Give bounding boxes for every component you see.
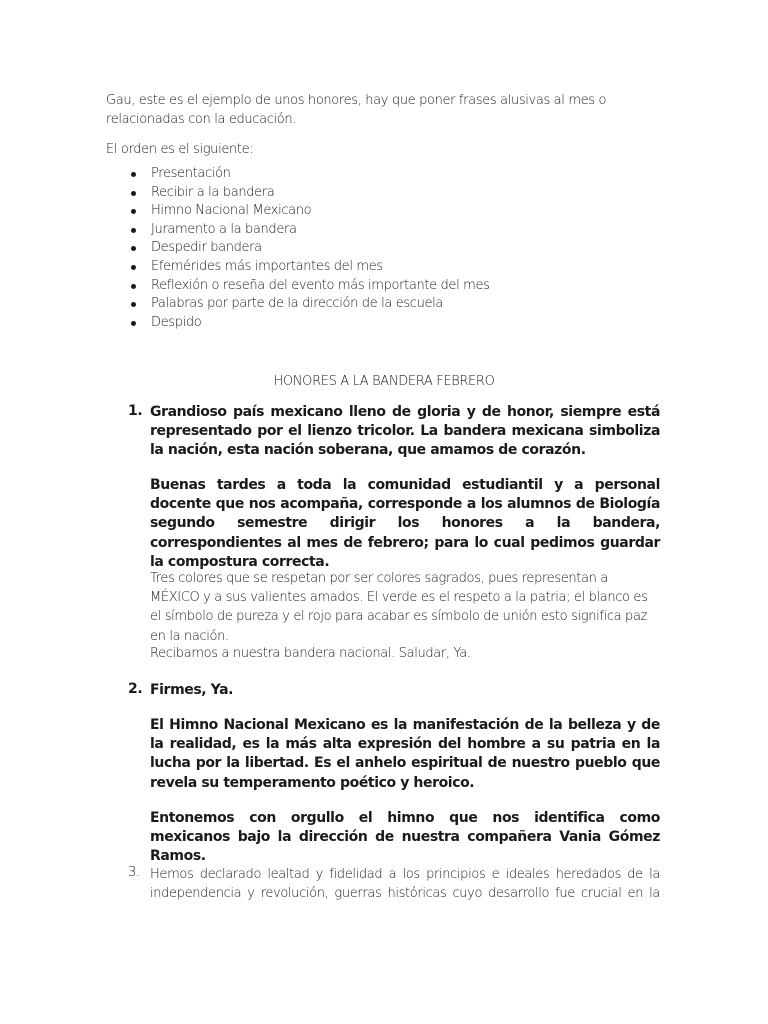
list-item-text: Juramento a la bandera (151, 221, 297, 237)
section-title (0, 372, 768, 392)
list-item (106, 258, 626, 277)
section-2-paragraph-2: El Himno Nacional Mexicano es la manifestación de la belleza y de la realidad, es la más alta expresión del hombre a su patria en la lucha por la libertad. Es el anhelo espiritual de nuestro pueblo que revela su temperamento poético y heroico. (150, 717, 660, 791)
section-3-paragraph-1: Hemos declarado lealtad y fidelidad a los principios e ideales heredados de la independencia y revolución, guerras históricas cuyo desarrollo fue crucial en la (150, 867, 660, 902)
list-item-text: Despedir bandera (151, 240, 262, 256)
section-title-text: HONORES A LA BANDERA FEBRERO (273, 374, 495, 389)
bullet-icon (131, 321, 136, 326)
list-item (106, 165, 626, 184)
section-1-paragraph-2: Buenas tardes a toda la comunidad estudiantil y a personal docente que nos acompaña, corresponde a los alumnos de Biología segundo semestre dirigir los honores a la bandera, correspondientes al mes de febrero; para lo cual pedimos guardar la compostura correcta. (150, 477, 660, 570)
bullet-icon (131, 228, 136, 233)
bullet-icon (131, 246, 136, 251)
list-item (106, 314, 626, 333)
section-1-paragraph-3: Tres colores que se respetan por ser colores sagrados, pues representan a MÉXICO y a sus valientes amados. El verde es el respeto a la patria; el blanco es el símbolo de pureza y el rojo para acabar es símbolo de unión esto significa paz en la nación. (150, 571, 648, 644)
list-item (106, 202, 626, 221)
list-item-text: Himno Nacional Mexicano (151, 203, 312, 219)
section-number: 2. (128, 681, 143, 697)
list-item-text: Presentación (151, 166, 231, 181)
list-item-text: Efemérides más importantes del mes (151, 258, 383, 274)
list-item-text: Palabras por parte de la dirección de la escuela (151, 296, 444, 312)
bullet-icon (131, 284, 136, 289)
list-item-text: Despido (151, 314, 202, 330)
orden-label: El orden es el siguiente: (106, 142, 254, 157)
section-2-paragraph-3: Entonemos con orgullo el himno que nos identifica como mexicanos bajo la dirección de nuestra compañera Vania Gómez Ramos. (150, 810, 660, 865)
intro-paragraph: Gau, este es el ejemplo de unos honores, hay que poner frases alusivas al mes o relacionadas con la educación. (106, 93, 607, 127)
list-item (106, 277, 626, 296)
section-1-paragraph-4: Recibamos a nuestra bandera nacional. Saludar, Ya. (150, 646, 471, 661)
section-1-paragraph-1: Grandioso país mexicano lleno de gloria y de honor, siempre está representado por el lienzo tricolor. La bandera mexicana simboliza la nación, esta nación soberana, que amamos de corazón. (150, 404, 660, 459)
bullet-icon (131, 265, 136, 270)
section-2-paragraph-1: Firmes, Ya. (150, 682, 234, 698)
list-item-text: Reflexión o reseña del evento más importante del mes (151, 277, 490, 293)
bullet-icon (131, 191, 136, 196)
orden-list (106, 165, 626, 332)
list-item (106, 184, 626, 203)
list-item (106, 239, 626, 258)
bullet-icon (131, 172, 136, 177)
section-number: 1. (128, 403, 143, 419)
list-item-text: Recibir a la bandera (151, 184, 275, 200)
section-number: 3. (128, 865, 140, 880)
list-item (106, 295, 626, 314)
bullet-icon (131, 302, 136, 307)
list-item (106, 221, 626, 240)
bullet-icon (131, 209, 136, 214)
